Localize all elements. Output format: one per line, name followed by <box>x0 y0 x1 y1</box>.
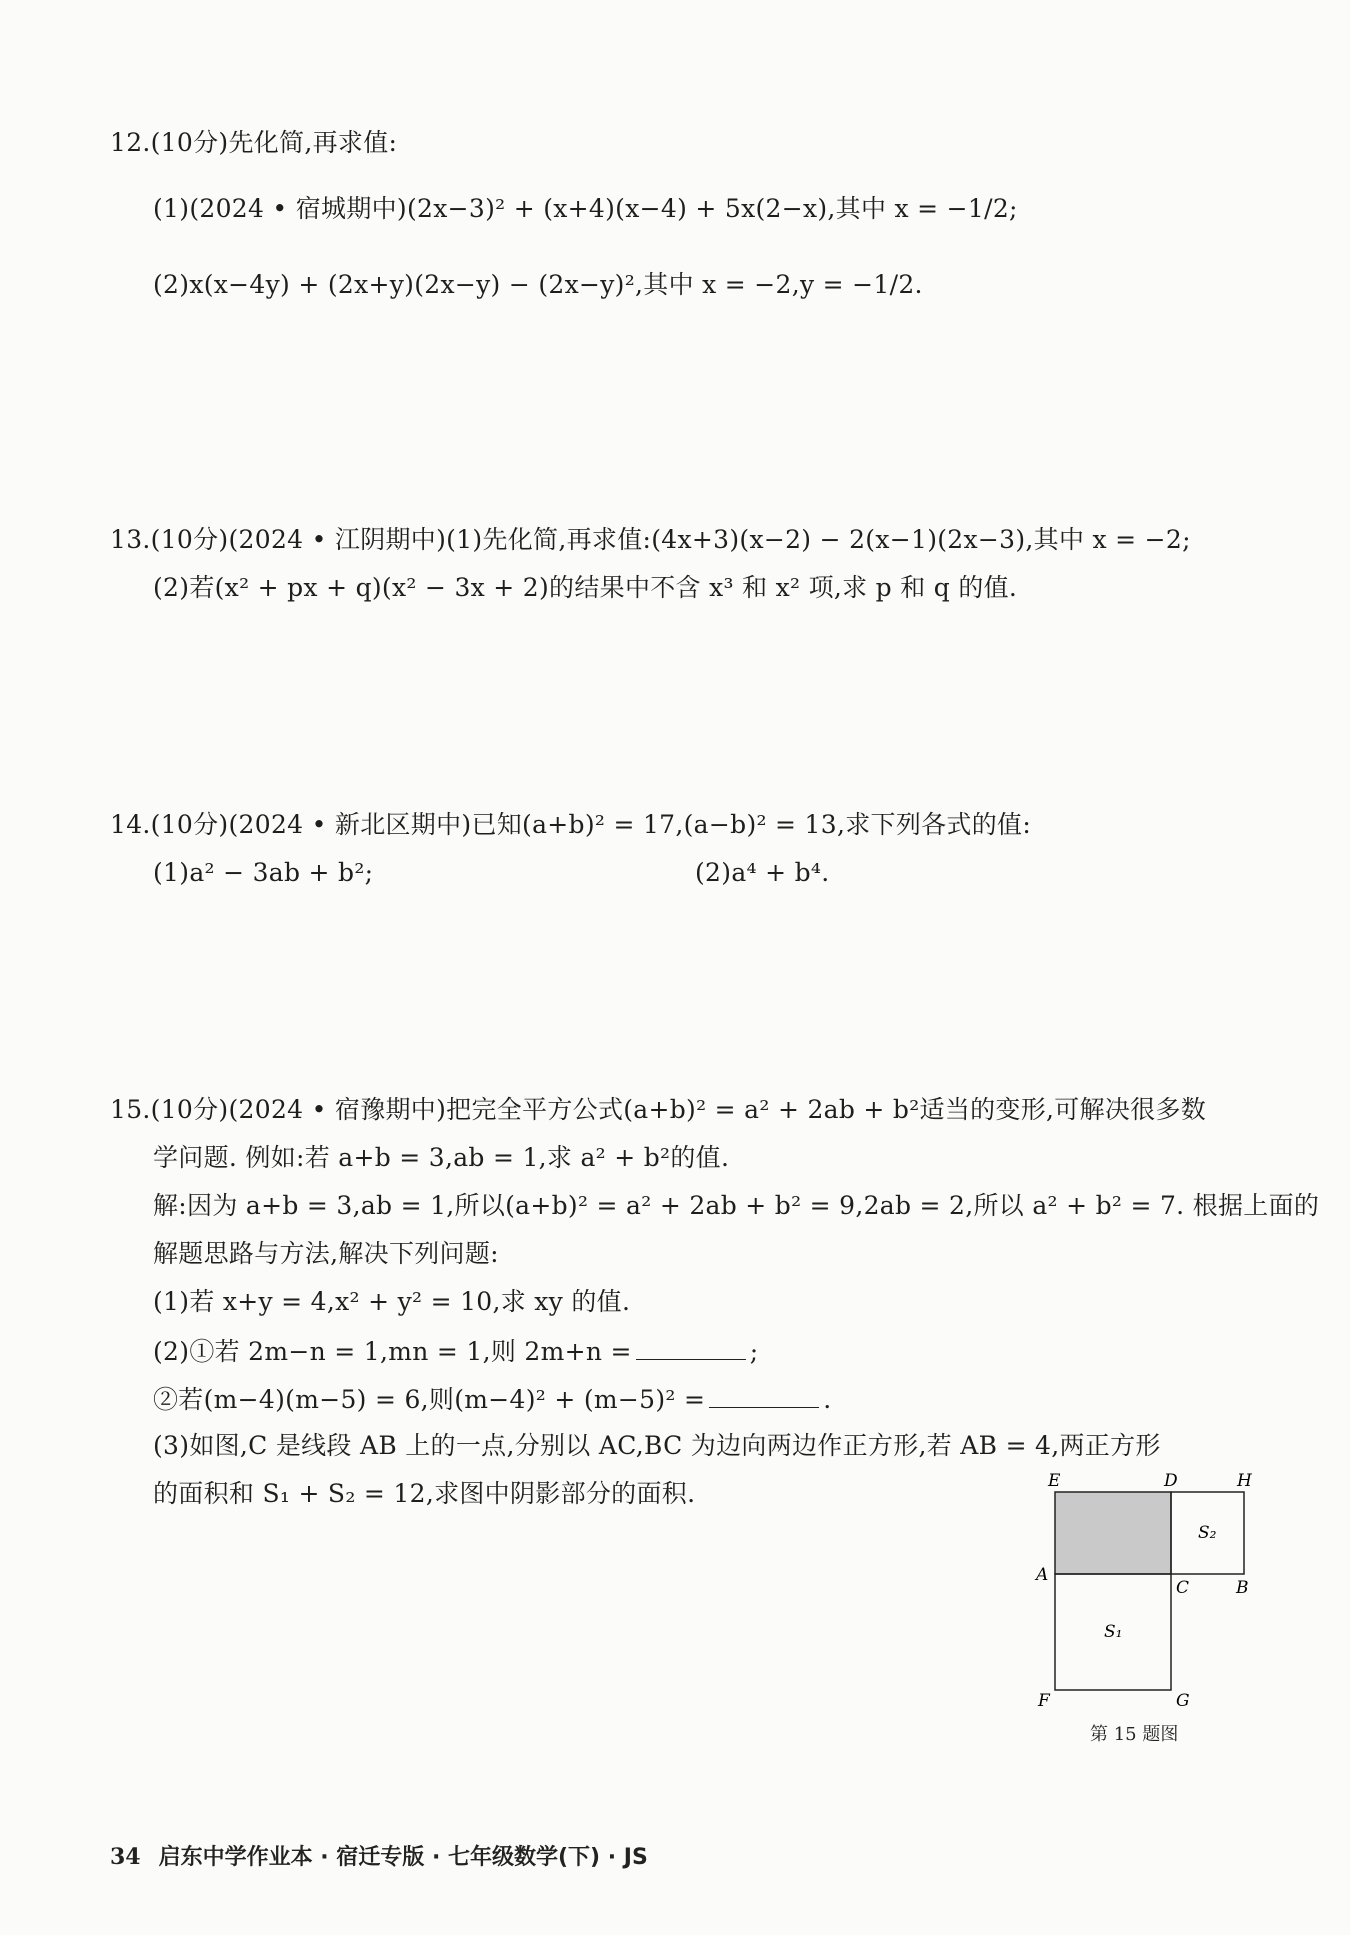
q15-part2-1-end: ; <box>749 1337 759 1366</box>
label-s1: S₁ <box>1104 1622 1123 1642</box>
answer-blank-2[interactable] <box>709 1381 819 1408</box>
q14-part1: (1)a² − 3ab + b²; <box>153 858 374 887</box>
label-f: F <box>1038 1691 1050 1711</box>
q15-part2-2-end: . <box>823 1385 832 1414</box>
q13-line1: 13.(10分)(2024 • 江阴期中)(1)先化简,再求值:(4x+3)(x−2) − 2(x−1)(2x−3),其中 x = −2; <box>110 525 1191 554</box>
figure-caption: 第 15 题图 <box>1090 1724 1179 1745</box>
q15-part1: (1)若 x+y = 4,x² + y² = 10,求 xy 的值. <box>153 1287 631 1316</box>
q13-line2: (2)若(x² + px + q)(x² − 3x + 2)的结果中不含 x³ 和 x² 项,求 p 和 q 的值. <box>153 573 1018 602</box>
book-title: 启东中学作业本 · 宿迁专版 · 七年级数学(下) · JS <box>158 1845 648 1870</box>
q15-line1: 15.(10分)(2024 • 宿豫期中)把完全平方公式(a+b)² = a² + 2ab + b²适当的变形,可解决很多数 <box>110 1095 1207 1124</box>
label-g: G <box>1176 1691 1190 1711</box>
shaded-region <box>1055 1492 1171 1574</box>
squares-diagram <box>1030 1462 1270 1712</box>
q14-line1: 14.(10分)(2024 • 新北区期中)已知(a+b)² = 17,(a−b)² = 13,求下列各式的值: <box>110 810 1032 839</box>
q15-part2-2-text: ②若(m−4)(m−5) = 6,则(m−4)² + (m−5)² = <box>153 1385 706 1414</box>
label-b: B <box>1236 1578 1249 1598</box>
q15-figure <box>1030 1462 1270 1716</box>
q12-part2: (2)x(x−4y) + (2x+y)(2x−y) − (2x−y)²,其中 x = −2,y = −1/2. <box>153 270 923 299</box>
q14-part2: (2)a⁴ + b⁴. <box>695 858 830 887</box>
label-s2: S₂ <box>1198 1523 1217 1543</box>
q15-part3-cont: 的面积和 S₁ + S₂ = 12,求图中阴影部分的面积. <box>153 1479 696 1508</box>
label-c: C <box>1176 1578 1190 1598</box>
page-number: 34 <box>110 1844 141 1870</box>
q15-part2-2 <box>153 1381 832 1417</box>
q15-part2-1-text: (2)①若 2m−n = 1,mn = 1,则 2m+n = <box>153 1337 632 1366</box>
q15-line4: 解题思路与方法,解决下列问题: <box>153 1239 499 1268</box>
page-footer <box>110 1840 648 1871</box>
q15-part2-1 <box>153 1333 758 1369</box>
q12-heading: 12.(10分)先化简,再求值: <box>110 128 398 157</box>
q15-line2: 学问题. 例如:若 a+b = 3,ab = 1,求 a² + b²的值. <box>153 1143 730 1172</box>
label-a: A <box>1036 1565 1049 1585</box>
label-h: H <box>1237 1471 1252 1491</box>
answer-blank-1[interactable] <box>636 1333 746 1360</box>
q15-part3: (3)如图,C 是线段 AB 上的一点,分别以 AC,BC 为边向两边作正方形,若 AB = 4,两正方形 <box>153 1431 1161 1460</box>
label-e: E <box>1048 1471 1061 1491</box>
q12-part1: (1)(2024 • 宿城期中)(2x−3)² + (x+4)(x−4) + 5x(2−x),其中 x = −1/2; <box>153 194 1018 223</box>
label-d: D <box>1164 1471 1178 1491</box>
q15-solution-line: 解:因为 a+b = 3,ab = 1,所以(a+b)² = a² + 2ab + b² = 9,2ab = 2,所以 a² + b² = 7. 根据上面的 <box>153 1191 1320 1220</box>
